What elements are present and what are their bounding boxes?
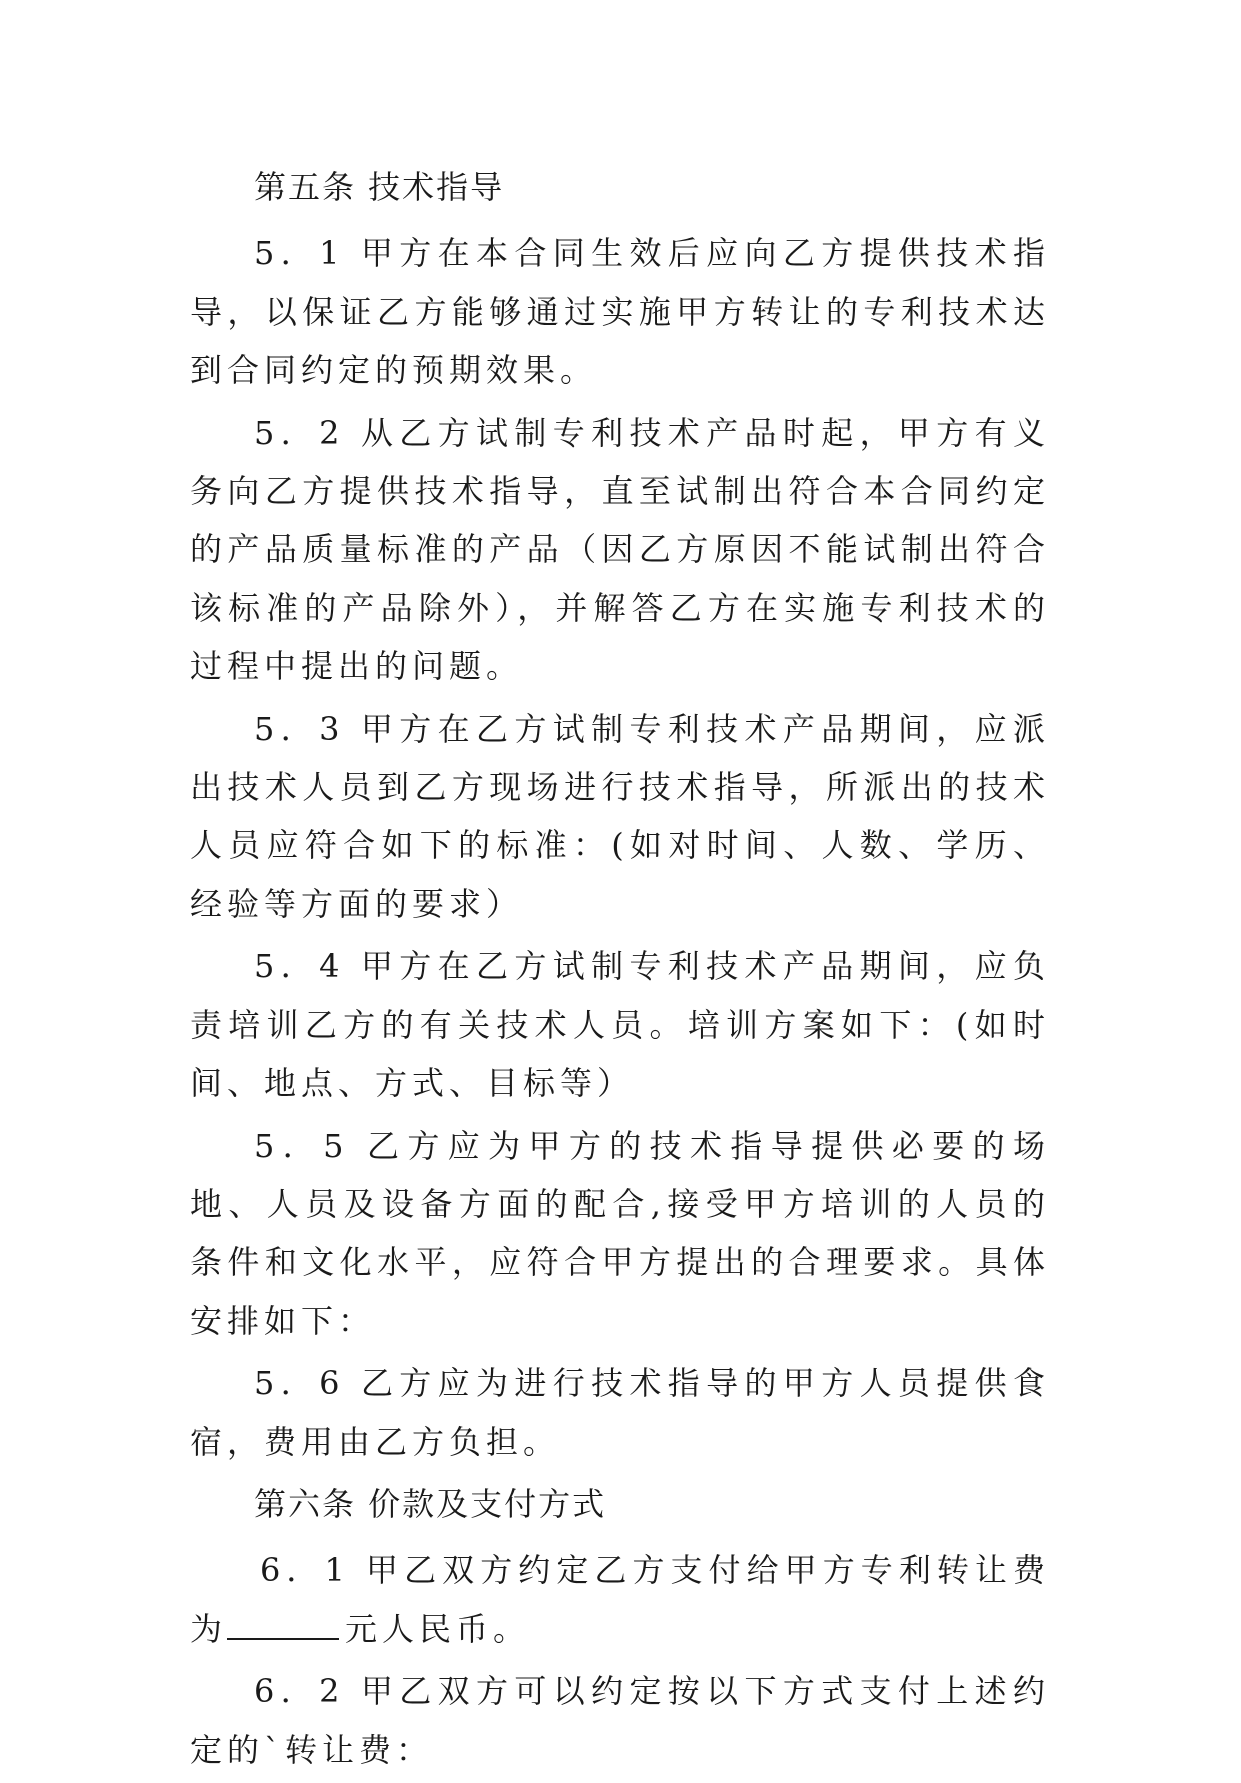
- clause-5-2: 5．2 从乙方试制专利技术产品时起，甲方有义务向乙方提供技术指导，直至试制出符合本合同约定的产品质量标准的产品（因乙方原因不能试制出符合该标准的产品除外），并解答乙方在实施专利技术的过程中提出的问题。: [190, 413, 1050, 686]
- clause-6-2: 6．2 甲乙双方可以约定按以下方式支付上述约定的`转让费：: [190, 1672, 1050, 1769]
- clause-6-1-text: 6．1 甲乙双方约定乙方支付给甲方专利转让费为: [190, 1551, 1050, 1648]
- clause-5-5: 5．5 乙方应为甲方的技术指导提供必要的场地、人员及设备方面的配合,接受甲方培训的人员的条件和文化水平，应符合甲方提出的合理要求。具体安排如下：: [190, 1126, 1050, 1340]
- section-6-heading: 第六条 价款及支付方式: [254, 1484, 607, 1523]
- amount-blank: [227, 1608, 339, 1640]
- section-5-heading: 第五条 技术指导: [254, 168, 505, 206]
- clause-5-1: 5．1 甲方在本合同生效后应向乙方提供技术指导，以保证乙方能够通过实施甲方转让的专利技术达到合同约定的预期效果。: [190, 234, 1050, 390]
- clause-6-1: [190, 1541, 1050, 1658]
- clause-5-6: 5．6 乙方应为进行技术指导的甲方人员提供食宿，费用由乙方负担。: [190, 1364, 1050, 1461]
- clause-5-3: 5．3 甲方在乙方试制专利技术产品期间，应派出技术人员到乙方现场进行技术指导，所派出的技术人员应符合如下的标准：(如对时间、人数、学历、经验等方面的要求）: [190, 709, 1050, 923]
- clause-6-1-tail: 元人民币。: [345, 1609, 531, 1648]
- document-page: [190, 158, 1050, 1783]
- clause-5-4: 5．4 甲方在乙方试制专利技术产品期间，应负责培训乙方的有关技术人员。培训方案如下：(如时间、地点、方式、目标等）: [190, 947, 1050, 1103]
